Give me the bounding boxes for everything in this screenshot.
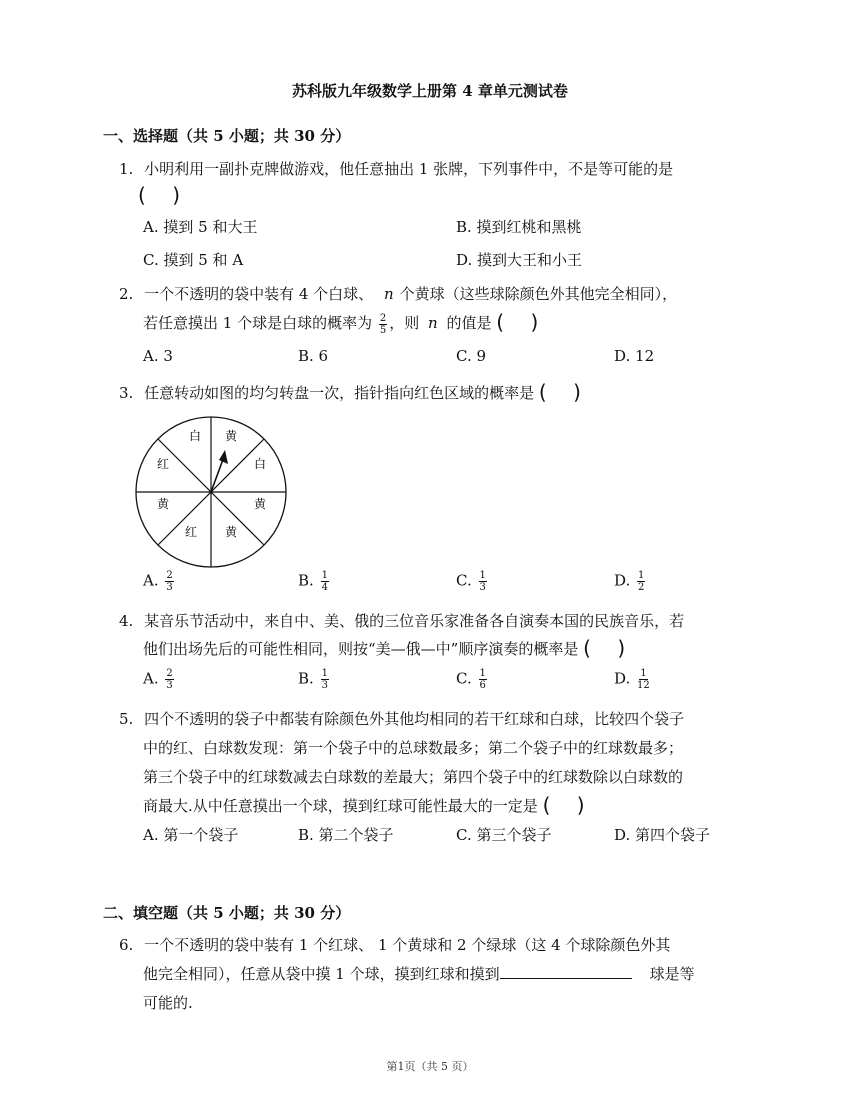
option-d: D. 第四个袋子 xyxy=(614,826,711,844)
question-5 xyxy=(119,708,684,729)
wheel-label: 黄 xyxy=(253,497,267,511)
option-b: B. 摸到红桃和黑桃 xyxy=(456,218,582,236)
question-number: 1. xyxy=(119,160,134,178)
wheel-label: 黄 xyxy=(156,497,170,511)
option-d: D. 12 xyxy=(614,347,655,365)
question-text: 小明利用一副扑克牌做游戏，他任意抽出 1 张牌，下列事件中，不是等可能的是 xyxy=(144,160,674,178)
question-6 xyxy=(119,934,670,955)
option-b: B. $\frac{1}{4}$ xyxy=(298,570,328,593)
option-a: A. 摸到 5 和大王 xyxy=(143,218,258,236)
option-d: D. $\frac{1}{2}$ xyxy=(614,570,645,593)
question-2-line2: 若任意摸出 1 个球是白球的概率为 $\frac{2}{5}$ ，则 n 的值是 ( ) xyxy=(143,310,539,336)
option-c: C. 摸到 5 和 A xyxy=(143,251,244,269)
option-c: C. $\frac{1}{3}$ xyxy=(456,570,486,593)
question-number: 3. xyxy=(119,384,134,402)
answer-paren: ( ) xyxy=(138,182,180,207)
option-a: A. 第一个袋子 xyxy=(143,826,239,844)
option-a: A. $\frac{2}{3}$ xyxy=(143,668,173,691)
question-2: 2. 一个不透明的袋中装有 4 个白球、 n 个黄球（这些球除颜色外其他完全相同）， xyxy=(119,285,678,303)
question-5-line2: 中的红、白球数发现：第一个袋子中的总球数最多；第二个袋子中的红球数最多； xyxy=(143,739,684,757)
spinner-wheel-figure xyxy=(133,414,289,570)
variable-n: n xyxy=(383,285,394,303)
question-number: 6. xyxy=(119,936,134,954)
wheel-label: 红 xyxy=(156,457,170,471)
option-b: B. $\frac{1}{3}$ xyxy=(298,668,328,691)
option-a: A. 3 xyxy=(143,347,173,365)
question-6-line2: 他完全相同），任意从袋中摸 1 个球，摸到红球和摸到 球是等 xyxy=(143,965,695,983)
page-footer: 第1页（共 5 页） xyxy=(386,1060,474,1073)
section-heading-choice: 一、选择题（共 5 小题；共 30 分） xyxy=(103,127,351,145)
wheel-label: 黄 xyxy=(224,429,238,443)
question-number: 4. xyxy=(119,612,134,630)
question-4 xyxy=(119,610,684,631)
option-d: D. 摸到大王和小王 xyxy=(456,251,583,269)
question-5-line3: 第三个袋子中的红球数减去白球数的差最大；第四个袋子中的红球数除以白球数的 xyxy=(143,768,684,786)
question-text: 一个不透明的袋中装有 1 个红球、 1 个黄球和 2 个绿球（这 4 个球除颜色外其 xyxy=(144,936,671,954)
question-6-line3: 可能的. xyxy=(143,994,193,1012)
variable-n: n xyxy=(428,314,438,332)
option-d: D. $\frac{1}{12}$ xyxy=(614,668,650,691)
question-5-line4: 商最大.从中任意摸出一个球，摸到红球可能性最大的一定是 ( ) xyxy=(143,793,585,817)
wheel-label: 白 xyxy=(188,429,202,443)
fraction: $\frac{2}{5}$ xyxy=(379,312,387,336)
option-b: B. 6 xyxy=(298,347,329,365)
question-number: 2. xyxy=(119,285,134,303)
question-4-line2: 他们出场先后的可能性相同，则按“美—俄—中”顺序演奏的概率是 ( ) xyxy=(143,636,626,660)
pointer-arrow-head xyxy=(219,450,228,464)
wheel-label: 黄 xyxy=(224,525,238,539)
question-text: 四个不透明的袋子中都装有除颜色外其他均相同的若干红球和白球，比较四个袋子 xyxy=(144,710,685,728)
answer-blank[interactable] xyxy=(500,964,632,979)
option-b: B. 第二个袋子 xyxy=(298,826,394,844)
question-1 xyxy=(119,158,673,179)
question-text: 任意转动如图的均匀转盘一次，指针指向红色区域的概率是 xyxy=(144,384,535,402)
question-number: 5. xyxy=(119,710,134,728)
page-title: 苏科版九年级数学上册第 4 章单元测试卷 xyxy=(292,82,568,100)
option-a: A. $\frac{2}{3}$ xyxy=(143,570,173,593)
option-c: C. 第三个袋子 xyxy=(456,826,552,844)
question-text: 某音乐节活动中，来自中、美、俄的三位音乐家准备各自演奏本国的民族音乐，若 xyxy=(144,612,685,630)
option-c: C. $\frac{1}{6}$ xyxy=(456,668,486,691)
option-c: C. 9 xyxy=(456,347,487,365)
question-3: 3. 任意转动如图的均匀转盘一次，指针指向红色区域的概率是 ( ) xyxy=(119,380,581,404)
wheel-label: 红 xyxy=(184,525,198,539)
section-heading-fill: 二、填空题（共 5 小题；共 30 分） xyxy=(103,904,351,922)
wheel-label: 白 xyxy=(253,457,267,471)
